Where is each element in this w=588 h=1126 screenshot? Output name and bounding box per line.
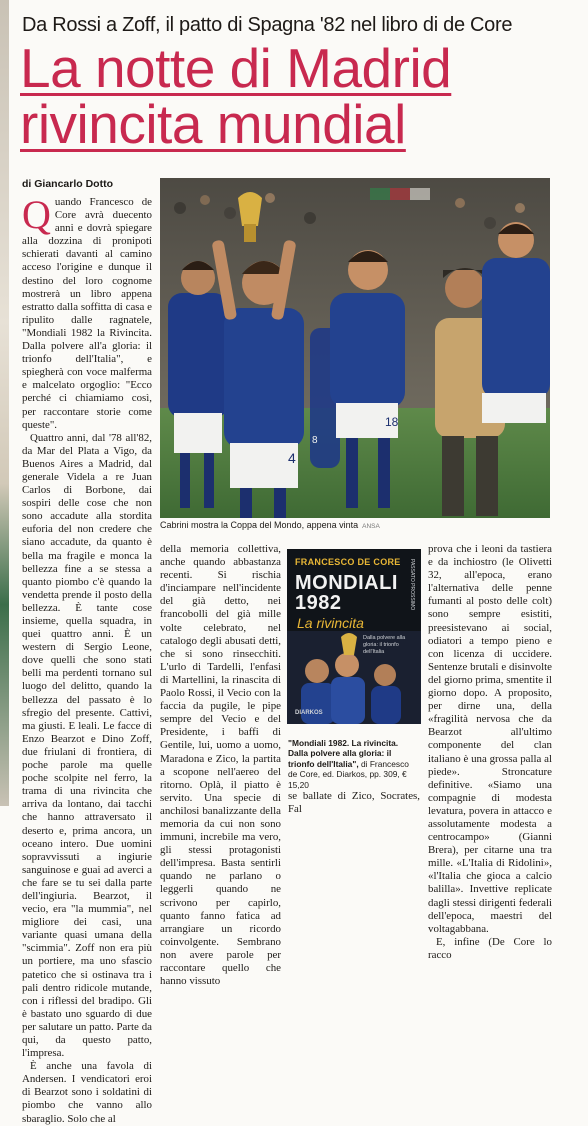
headline [20,37,580,155]
paragraph: prova che i leoni da tastiera e da inchiostro (le Olivetti 32, all'epoca, erano l'alternativa delle penne fumanti al posto delle colt) sono sempre esistiti, preesistevano ai social, odiatori a tempo pieno e con licenza di uccidere. Sentenze brutali e disinvolte del giorno prima, smentite il giorno dopo. A proposito, per dirne una, della «fragilità nervosa che da Bearzot all'ultimo componente del clan italiano è una grossa palla al piede». Stroncature definitive. «Siamo una compagnie di modesta levatura, povera in attacco e assolutamente modesta a centrocampo» (Gianni Brera), per citarne una tra mille. «L'Italia di Ridolini», «l'Italia che gioca a calcio balilla». Invettive replicate dagli stessi dirigenti federali dell'epoca, maestri del voltagabbana. [428,543,552,935]
book-title [295,573,415,613]
book-author: FRANCESCO DE CORE [295,557,401,567]
paragraph: della memoria collettiva, anche quando abbastanza recenti. Si rischia d'inciampare nell'incidente del già detto, nei francobolli del già mille volte celebrato, nel catalogo degli abusati detti, che si sono rinsecchiti. L'urlo di Tardelli, l'enfasi di Martellini, la rinascita di Paolo Rossi, il Vecio con la faccia da pugile, le pipe sempre del Vecio e del Presidente, i baffi di Gentile, lui, uomo a uomo, Maradona e Zico, la partita a scopone nell'aereo del ritorno. Oplà, il piatto è servito. Una specie di anchilosi banalizzante della memoria da cui non sono immuni, increbile ma vero, gli stessi protagonisti dell'impresa. Basta sentirli quando ne parlano o leggerli quando ne scrivono per capirlo, quanto fanno fatica ad arrangiare un ricordo coinvolgente. Sembrano non avere parole per raccontare quello che hanno vissuto [160,543,281,988]
svg-text:18: 18 [385,415,399,429]
book-title-line-2: 1982 [295,592,342,614]
dropcap: Q [22,192,51,237]
book-title-line-1: MONDIALI [295,572,398,594]
book-caption-details: di Francesco de Core, ed. Diarkos, pp. 309, € 15,20 [288,758,409,790]
book-caption [288,738,418,790]
headline-line-1: La notte di Madrid [20,37,452,99]
article-column-1 [22,192,152,1125]
book-blurb: Dalla polvere alla gloria: il trionfo dell'Italia [363,635,406,655]
book-caption-title: "Mondiali 1982. La rivincita. Dalla polvere alla gloria: il trionfo dell'Italia", [288,738,399,769]
paragraph: uando Francesco de Core avrà duecento anni e dovrà spiegare alla dozzina di pronipoti schierati davanti al camino acceso l'origine e dunque il destino del loro cognome mostrerà un libro appena estratto dalla soffitta di casa e ripulito dalle ragnatele, "Mondiali 1982 la Rivincita. Dalla polvere all'a gloria: il trionfo dell'Italia", e spiegherà con voce malferma e malcelato orgoglio: "Ecco perché ci chiamiamo così, per raccontare storie come queste". [22,196,152,431]
book-cover [287,549,421,724]
photo-illustration [160,178,550,518]
headline-line-2: rivincita mundial [20,93,406,155]
adjacent-page-edge [0,0,9,806]
book-series: PASSATO PROSSIMO [409,559,415,611]
paragraph: Quattro anni, dal '78 all'82, da Mar del Plata a Vigo, da Buenos Aires a Madrid, dal generale Videla a re Juan Carlos di Borbone, dai sospiri delle cose che non sono accadute alla stordita euforia del non credere che siano accadute, da quanto è bella ma fragile e monca la bellezza fine a se stessa a quanto piombo c'è quando la vendetta prende il posto della bellezza. È tante cose insieme, quella squadra, in quei quattro anni. È un western di Sergio Leone, dove quelli che sono stati belli ma perdenti tornano sul luogo del delitto, quando la bellezza del passato è lo sfregio del presente. Cattivi, ma giusti. E leali. Le facce di Enzo Bearzot e Dino Zoff, due friulani di frontiera, di poche parole ma quelle poche scolpite nel ferro, la trama di una rivincita che arriva da lontano, dai tacchi che hanno attraversato il deserto e, prima ancora, un oceano intero. Due uomini sopravvissuti a ingiurie sanguinose e guai ad averci a che fare se tu sei dalla parte dell'ingiuria. Bearzot, il vecio, era "la mummia", nel migliore dei casi, una variante quasi umana della "scimmia". Zoff non era più un portiere, ma uno sfascio patetico che si ostinava tra i pali dentro ridicole mutande, con i riflessi del bradipo. Gli è bastato uno sguardo di due per salutare un patto. Parte da qui, da questo patto, l'impresa. [22,431,152,1060]
article-column-2b: se ballate di Zico, Socrates, Fal [288,790,420,816]
book-subtitle: La rivincita [297,615,364,631]
article-column-3 [428,543,552,961]
kicker: Da Rossi a Zoff, il patto di Spagna '82 nel libro di de Core [22,14,513,36]
book-publisher: DIARKOS [295,710,323,716]
svg-text:8: 8 [312,435,318,446]
photo-caption-row [160,520,550,534]
paragraph: È anche una favola di Andersen. I vendicatori eroi di Bearzot sono i soldatini di piombo che vanno allo sbaraglio. Solo che al [22,1060,152,1125]
photo-caption: Cabrini mostra la Coppa del Mondo, appena vinta [160,520,359,530]
svg-text:4: 4 [288,450,296,466]
article-column-2 [160,543,281,988]
byline: di Giancarlo Dotto [22,178,114,190]
paragraph: E, infine (De Core lo racco [428,935,552,961]
photo-credit: ANSA [362,523,380,530]
celebration-photo [160,178,550,518]
